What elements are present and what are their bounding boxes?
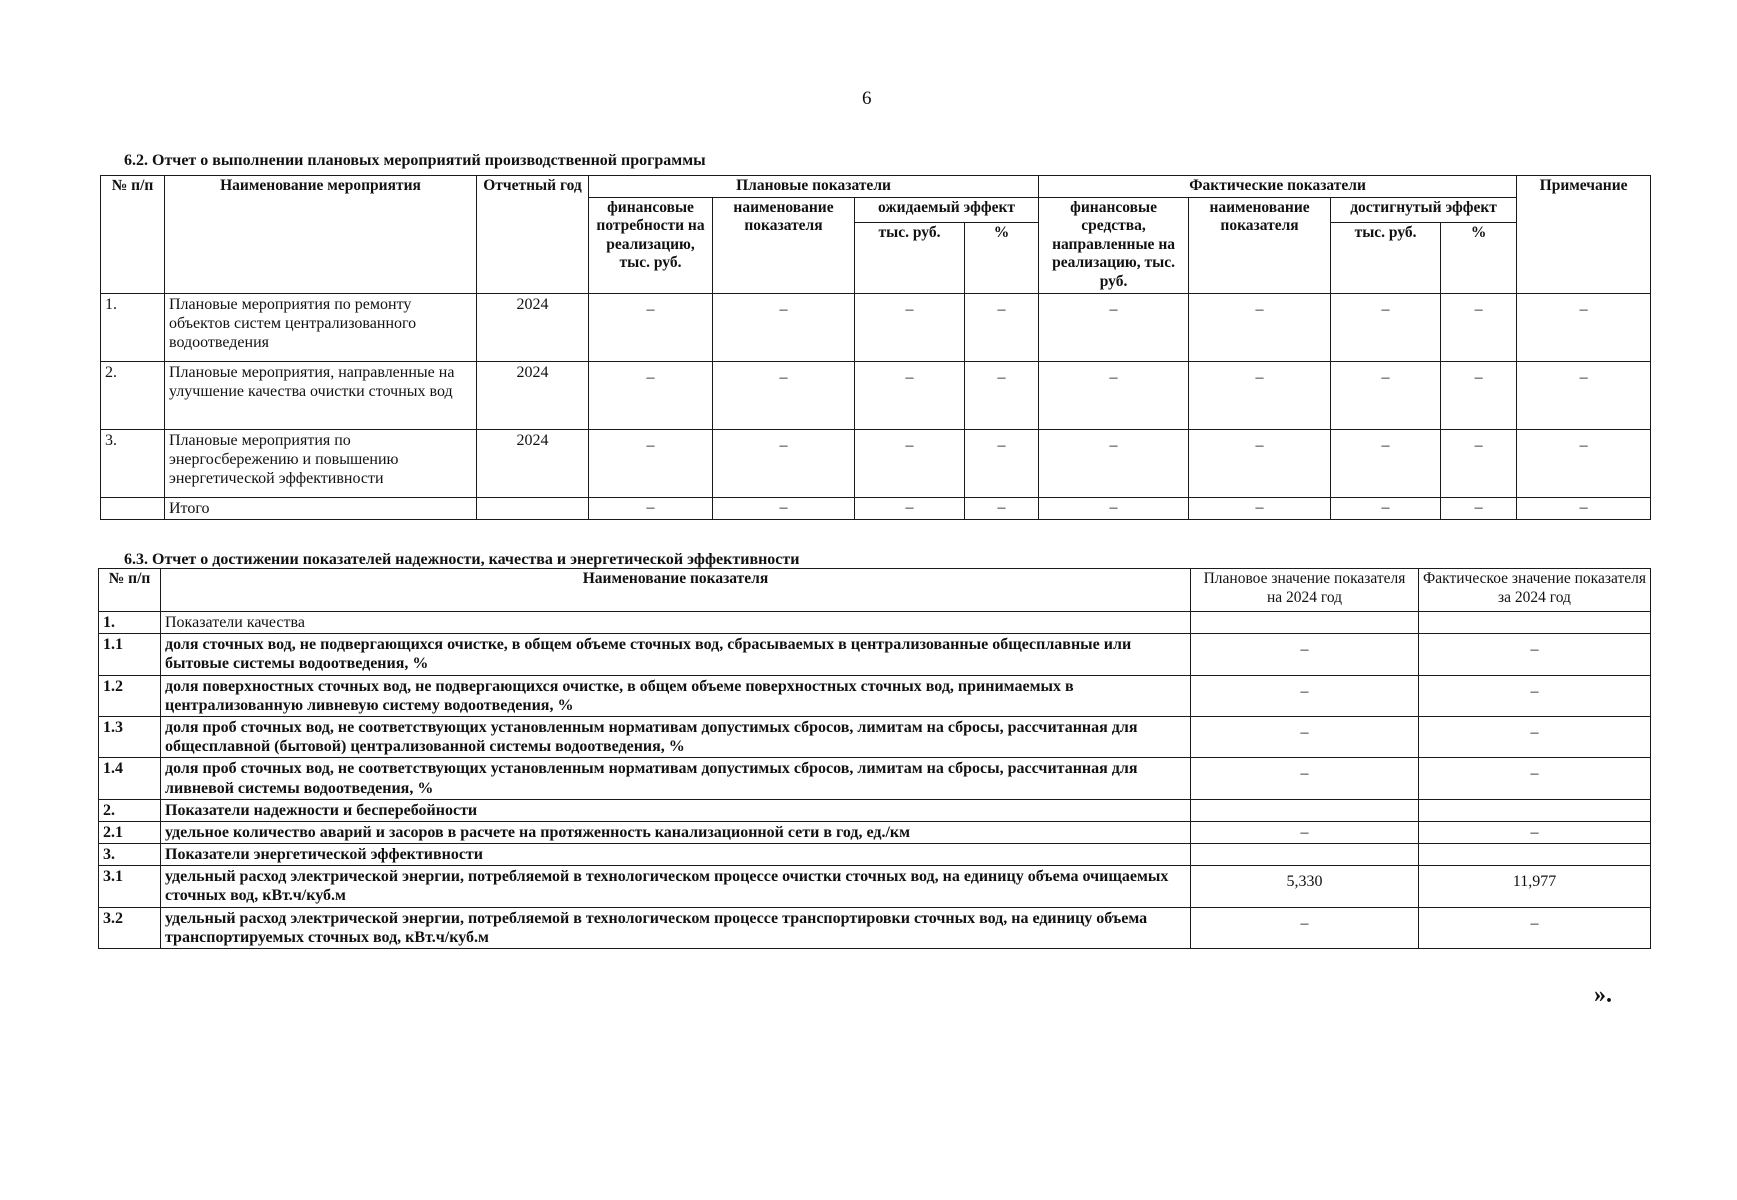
header-fact-value: Фактическое значение показателя за 2024 год — [1419, 569, 1651, 612]
row-activity-name: Плановые мероприятия, направленные на улучшение качества очистки сточных вод — [165, 361, 477, 429]
row-num: 2.1 — [99, 821, 161, 843]
row-year: 2024 — [477, 293, 589, 361]
total-fact-indicator: – — [1189, 497, 1331, 519]
header-note: Примечание — [1517, 176, 1651, 294]
row-plan-value: – — [1191, 634, 1419, 675]
row-activity-name: Плановые мероприятия по энергосбережению и повышению энергетической эффективности — [165, 429, 477, 497]
row-fact-value: – — [1419, 716, 1651, 757]
cell-plan-financing: – — [589, 429, 713, 497]
row-indicator-name: Показатели надежности и бесперебойности — [161, 799, 1191, 821]
table-row — [99, 821, 1651, 843]
cell-fact-indicator: – — [1189, 361, 1331, 429]
row-plan-value: – — [1191, 758, 1419, 799]
header-report-year: Отчетный год — [477, 176, 589, 294]
header-planned-indicators: Плановые показатели — [589, 176, 1039, 198]
row-year: 2024 — [477, 361, 589, 429]
header-plan-pct: % — [965, 222, 1039, 293]
row-indicator-name: Показатели качества — [161, 612, 1191, 634]
table-row — [99, 907, 1651, 948]
row-plan-value: – — [1191, 675, 1419, 716]
row-num: 3.2 — [99, 907, 161, 948]
header-plan-rub: тыс. руб. — [855, 222, 965, 293]
header-activity-name: Наименование мероприятия — [165, 176, 477, 294]
total-plan-financing: – — [589, 497, 713, 519]
cell-plan-rub: – — [855, 361, 965, 429]
cell-note: – — [1517, 361, 1651, 429]
row-fact-value — [1419, 612, 1651, 634]
table-row — [99, 799, 1651, 821]
row-year: 2024 — [477, 429, 589, 497]
table-row — [99, 675, 1651, 716]
header-fact-indicator-name: наименование показателя — [1189, 197, 1331, 293]
header-fact-pct: % — [1441, 222, 1517, 293]
row-plan-value — [1191, 799, 1419, 821]
cell-plan-indicator: – — [713, 429, 855, 497]
row-fact-value: – — [1419, 758, 1651, 799]
cell-plan-pct: – — [965, 429, 1039, 497]
row-num: 3. — [101, 429, 165, 497]
row-num: 3.1 — [99, 866, 161, 907]
cell-plan-pct: – — [965, 361, 1039, 429]
row-activity-name: Плановые мероприятия по ремонту объектов систем централизованного водоотведения — [165, 293, 477, 361]
table-row — [99, 716, 1651, 757]
row-num: 1.4 — [99, 758, 161, 799]
row-plan-value — [1191, 612, 1419, 634]
row-indicator-name: Показатели энергетической эффективности — [161, 844, 1191, 866]
row-plan-value — [1191, 844, 1419, 866]
row-num: 1. — [99, 612, 161, 634]
row-fact-value — [1419, 799, 1651, 821]
header-expected-effect: ожидаемый эффект — [855, 197, 1039, 222]
cell-fact-pct: – — [1441, 293, 1517, 361]
total-label: Итого — [165, 497, 477, 519]
cell-note: – — [1517, 293, 1651, 361]
row-plan-value: – — [1191, 821, 1419, 843]
total-plan-rub: – — [855, 497, 965, 519]
row-num: 1.2 — [99, 675, 161, 716]
planned-activities-table — [100, 175, 1651, 520]
row-indicator-name: доля проб сточных вод, не соответствующих установленным нормативам допустимых сбросов, лимитам на сбросы, рассчитанная для общесплавной (бытовой) централизованной системы водоотведения, % — [161, 716, 1191, 757]
cell-plan-rub: – — [855, 293, 965, 361]
row-num: 1.3 — [99, 716, 161, 757]
row-indicator-name: удельный расход электрической энергии, потребляемой в технологическом процессе очистки сточных вод, на единицу объема очищаемых сточных вод, кВт.ч/куб.м — [161, 866, 1191, 907]
cell-plan-indicator: – — [713, 361, 855, 429]
cell-plan-financing: – — [589, 293, 713, 361]
total-fact-rub: – — [1331, 497, 1441, 519]
header-fact-rub: тыс. руб. — [1331, 222, 1441, 293]
cell-fact-indicator: – — [1189, 429, 1331, 497]
header-indicator-name: Наименование показателя — [161, 569, 1191, 612]
row-indicator-name: доля поверхностных сточных вод, не подвергающихся очистке, в общем объеме поверхностных сточных вод, принимаемых в централизованную ливневую систему водоотведения, % — [161, 675, 1191, 716]
cell-note: – — [1517, 429, 1651, 497]
row-fact-value: – — [1419, 675, 1651, 716]
table-row — [99, 758, 1651, 799]
row-fact-value: – — [1419, 907, 1651, 948]
cell-fact-rub: – — [1331, 361, 1441, 429]
cell-fact-pct: – — [1441, 361, 1517, 429]
header-achieved-effect: достигнутый эффект — [1331, 197, 1517, 222]
row-fact-value: 11,977 — [1419, 866, 1651, 907]
reliability-indicators-table — [98, 568, 1651, 949]
table-row — [99, 866, 1651, 907]
cell-fact-pct: – — [1441, 429, 1517, 497]
cell-fact-rub: – — [1331, 293, 1441, 361]
cell-fact-financing: – — [1039, 293, 1189, 361]
table-row — [99, 612, 1651, 634]
cell-fact-rub: – — [1331, 429, 1441, 497]
row-plan-value: – — [1191, 907, 1419, 948]
header-plan-financing: финансовые потребности на реализацию, тыс. руб. — [589, 197, 713, 293]
total-note: – — [1517, 497, 1651, 519]
row-num: 1.1 — [99, 634, 161, 675]
header-num: № п/п — [99, 569, 161, 612]
header-actual-indicators: Фактические показатели — [1039, 176, 1517, 198]
row-num: 2. — [99, 799, 161, 821]
total-plan-indicator: – — [713, 497, 855, 519]
total-fact-pct: – — [1441, 497, 1517, 519]
row-fact-value — [1419, 844, 1651, 866]
total-fact-financing: – — [1039, 497, 1189, 519]
cell-fact-indicator: – — [1189, 293, 1331, 361]
row-fact-value: – — [1419, 821, 1651, 843]
total-plan-pct: – — [965, 497, 1039, 519]
cell-plan-financing: – — [589, 361, 713, 429]
row-indicator-name: доля сточных вод, не подвергающихся очистке, в общем объеме сточных вод, сбрасываемых в централизованные общесплавные или бытовые системы водоотведения, % — [161, 634, 1191, 675]
table1-title: 6.2. Отчет о выполнении плановых мероприятий производственной программы — [124, 152, 706, 169]
table-row — [99, 634, 1651, 675]
table-row — [99, 844, 1651, 866]
cell-fact-financing: – — [1039, 429, 1189, 497]
cell-plan-indicator: – — [713, 293, 855, 361]
header-fact-financing: финансовые средства, направленные на реализацию, тыс. руб. — [1039, 197, 1189, 293]
cell-plan-rub: – — [855, 429, 965, 497]
table-row — [101, 429, 1651, 497]
row-indicator-name: удельное количество аварий и засоров в расчете на протяженность канализационной сети в год, ед./км — [161, 821, 1191, 843]
row-indicator-name: доля проб сточных вод, не соответствующих установленным нормативам допустимых сбросов, лимитам на сбросы, рассчитанная для ливневой системы водоотведения, % — [161, 758, 1191, 799]
row-num: 3. — [99, 844, 161, 866]
row-plan-value: 5,330 — [1191, 866, 1419, 907]
table-row — [101, 361, 1651, 429]
header-plan-indicator-name: наименование показателя — [713, 197, 855, 293]
table-row — [101, 293, 1651, 361]
row-num: 2. — [101, 361, 165, 429]
header-num: № п/п — [101, 176, 165, 294]
closing-quote: ». — [1594, 982, 1612, 1008]
cell-fact-financing: – — [1039, 361, 1189, 429]
page-number: 6 — [862, 88, 872, 109]
row-fact-value: – — [1419, 634, 1651, 675]
total-row — [101, 497, 1651, 519]
cell-plan-pct: – — [965, 293, 1039, 361]
row-plan-value: – — [1191, 716, 1419, 757]
row-indicator-name: удельный расход электрической энергии, потребляемой в технологическом процессе транспортировки сточных вод, на единицу объема транспортируемых сточных вод, кВт.ч/куб.м — [161, 907, 1191, 948]
total-year — [477, 497, 589, 519]
row-num: 1. — [101, 293, 165, 361]
header-plan-value: Плановое значение показателя на 2024 год — [1191, 569, 1419, 612]
total-num — [101, 497, 165, 519]
table2-title: 6.3. Отчет о достижении показателей надежности, качества и энергетической эффективности — [124, 551, 800, 568]
